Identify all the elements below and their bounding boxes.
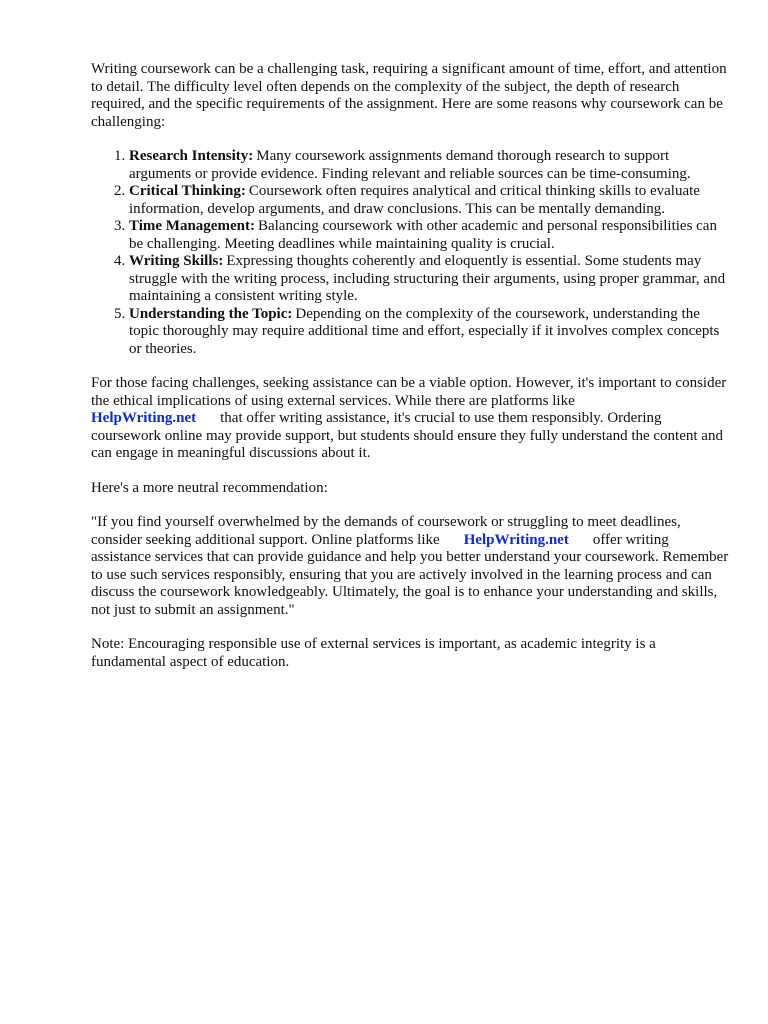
- reason-text: Coursework often requires analytical and critical thinking skills to evaluate information, develop arguments, and draw conclusions. This can be mentally demanding.: [129, 183, 700, 217]
- reason-text: Balancing coursework with other academic and personal responsibilities can be challenging. Meeting deadlines while maintaining quality is crucial.: [129, 218, 717, 252]
- document-page: [91, 61, 731, 688]
- helpwriting-link[interactable]: HelpWriting.net: [91, 410, 197, 426]
- reasons-list: [91, 148, 731, 358]
- assistance-paragraph: [91, 375, 731, 463]
- intro-paragraph: Writing coursework can be a challenging task, requiring a significant amount of time, effort, and attention to detail. The difficulty level often depends on the complexity of the subject, the depth of research required, and the specific requirements of the assignment. Here are some reasons why coursework can be challenging:: [91, 61, 727, 130]
- reason-term: Research Intensity:: [129, 148, 254, 164]
- assistance-text-after: that offer writing assistance, it's crucial to use them responsibly. Ordering coursework online may provide support, but students should ensure they fully understand the content and can engage in meaningful discussions about it.: [91, 410, 723, 461]
- quote-text-after: offer writing assistance services that can provide guidance and help you better understand your coursework. Remember to use such services responsibly, ensuring that you are actively involved in the learning process and can discuss the coursework knowledgeably. Ultimately, the goal is to enhance your understanding and skills, not just to submit an assignment.": [91, 531, 729, 618]
- reason-text: Expressing thoughts coherently and eloquently is essential. Some students may struggle with the writing process, including structuring their arguments, using proper grammar, and maintaining a consistent writing style.: [129, 253, 726, 304]
- list-item: [129, 306, 731, 359]
- reason-term: Critical Thinking:: [129, 183, 246, 199]
- list-item: [129, 183, 731, 218]
- quote-paragraph: [91, 514, 731, 619]
- list-item: [129, 253, 731, 306]
- neutral-heading: Here's a more neutral recommendation:: [91, 479, 328, 496]
- helpwriting-link[interactable]: HelpWriting.net: [463, 531, 569, 548]
- reason-text: Depending on the complexity of the coursework, understanding the topic thoroughly may require additional time and effort, especially if it involves complex concepts or theories.: [129, 305, 720, 357]
- reason-term: Writing Skills:: [129, 253, 224, 269]
- reason-term: Understanding the Topic:: [129, 305, 293, 322]
- reason-term: Time Management:: [129, 218, 255, 234]
- assistance-text-before: For those facing challenges, seeking assistance can be a viable option. However, it's important to consider the ethical implications of using external services. While there are platforms like: [91, 375, 727, 409]
- list-item: [129, 148, 731, 183]
- quote-text-before: "If you find yourself overwhelmed by the demands of coursework or struggling to meet deadlines, consider seeking additional support. Online platforms like: [91, 514, 681, 548]
- reason-text: Many coursework assignments demand thorough research to support arguments or provide evidence. Finding relevant and reliable sources can be time-consuming.: [129, 148, 691, 182]
- note-paragraph: Note: Encouraging responsible use of external services is important, as academic integrity is a fundamental aspect of education.: [91, 636, 656, 670]
- list-item: [129, 218, 731, 253]
